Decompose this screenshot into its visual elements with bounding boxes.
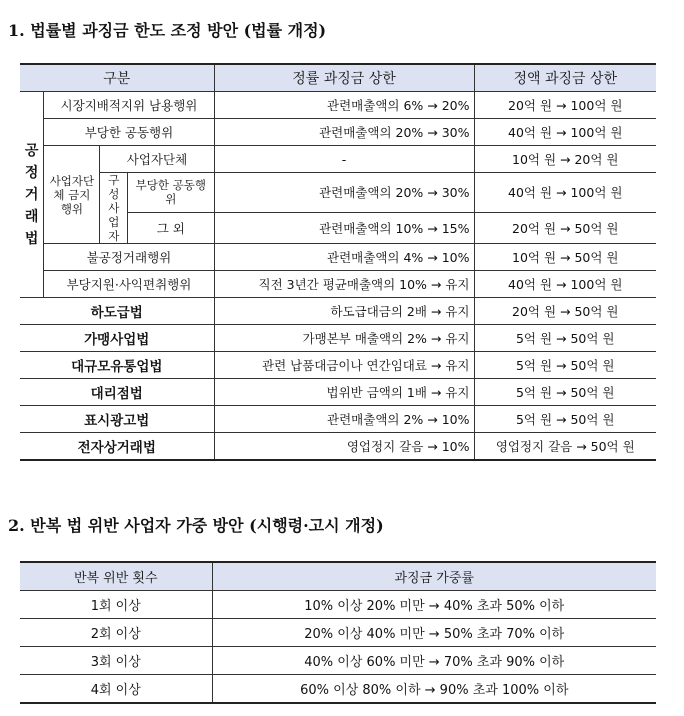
rate-cell: 하도급대금의 2배 → 유지 <box>214 298 474 325</box>
table-row <box>20 352 656 379</box>
group-label-text: 공 정 거 래 법 <box>24 142 39 247</box>
rate-cell: 관련매출액의 20% → 30% <box>214 173 474 213</box>
fixed-cell: 40억 원 → 100억 원 <box>474 173 656 213</box>
table-row <box>20 298 656 325</box>
table-row <box>20 119 656 146</box>
fixed-cell: 5억 원 → 50억 원 <box>474 379 656 406</box>
header-category: 구분 <box>20 64 214 92</box>
rate-cell: 20% 이상 40% 미만 → 50% 초과 70% 이하 <box>212 619 656 647</box>
count-cell: 4회 이상 <box>20 675 212 704</box>
penalty-limit-table <box>20 63 656 461</box>
count-cell: 1회 이상 <box>20 591 212 619</box>
rate-cell: 관련매출액의 2% → 10% <box>214 406 474 433</box>
rate-cell: 법위반 금액의 1배 → 유지 <box>214 379 474 406</box>
rate-cell: - <box>214 146 474 173</box>
rate-cell: 관련매출액의 10% → 15% <box>214 212 474 243</box>
table-row <box>20 271 656 298</box>
row-label: 부당지원·사익편취행위 <box>44 271 214 298</box>
fixed-cell: 10억 원 → 20억 원 <box>474 146 656 173</box>
fixed-cell: 40억 원 → 100억 원 <box>474 271 656 298</box>
table-header-row <box>20 64 656 92</box>
law-label: 가맹사업법 <box>20 325 214 352</box>
fixed-cell: 20억 원 → 100억 원 <box>474 92 656 119</box>
rate-cell: 영업정지 갈음 → 10% <box>214 433 474 461</box>
table-row <box>20 379 656 406</box>
rate-cell: 가맹본부 매출액의 2% → 유지 <box>214 325 474 352</box>
table-row <box>20 173 656 213</box>
table-row <box>20 92 656 119</box>
row-label: 불공정거래행위 <box>44 244 214 271</box>
fixed-cell: 5억 원 → 50억 원 <box>474 406 656 433</box>
count-cell: 3회 이상 <box>20 647 212 675</box>
fixed-cell: 10억 원 → 50억 원 <box>474 244 656 271</box>
rate-cell: 60% 이상 80% 이하 → 90% 초과 100% 이하 <box>212 675 656 704</box>
row-label: 시장지배적지위 남용행위 <box>44 92 214 119</box>
table-header-row <box>20 562 656 591</box>
fixed-cell: 20억 원 → 50억 원 <box>474 298 656 325</box>
header-surcharge-rate: 과징금 가중률 <box>212 562 656 591</box>
rate-cell: 10% 이상 20% 미만 → 40% 초과 50% 이하 <box>212 591 656 619</box>
rate-cell: 관련 납품대금이나 연간임대료 → 유지 <box>214 352 474 379</box>
fixed-cell: 20억 원 → 50억 원 <box>474 212 656 243</box>
header-rate-cap: 정률 과징금 상한 <box>214 64 474 92</box>
fixed-cell: 40억 원 → 100억 원 <box>474 119 656 146</box>
sub-row-label: 사업자단체 <box>100 146 214 173</box>
header-fixed-cap: 정액 과징금 상한 <box>474 64 656 92</box>
table-row <box>20 591 656 619</box>
rate-cell: 관련매출액의 6% → 20% <box>214 92 474 119</box>
sub-row-label: 구성사업자 <box>100 173 128 244</box>
law-label: 표시광고법 <box>20 406 214 433</box>
rate-cell: 관련매출액의 20% → 30% <box>214 119 474 146</box>
row-label: 부당한 공동행위 <box>44 119 214 146</box>
fixed-cell: 영업정지 갈음 → 50억 원 <box>474 433 656 461</box>
rate-cell: 관련매출액의 4% → 10% <box>214 244 474 271</box>
sub-sub-row-label: 부당한 공동행위 <box>128 173 214 213</box>
fixed-cell: 5억 원 → 50억 원 <box>474 352 656 379</box>
table-row <box>20 619 656 647</box>
law-label: 하도급법 <box>20 298 214 325</box>
table-row <box>20 647 656 675</box>
row-label: 사업자단체 금지행위 <box>44 146 100 244</box>
table-row <box>20 146 656 173</box>
section2-heading: 2. 반복 법 위반 사업자 가중 방안 (시행령·고시 개정) <box>8 516 384 535</box>
section1-heading: 1. 법률별 과징금 한도 조정 방안 (법률 개정) <box>8 21 327 40</box>
table-row <box>20 406 656 433</box>
table-row <box>20 244 656 271</box>
count-cell: 2회 이상 <box>20 619 212 647</box>
rate-cell: 40% 이상 60% 미만 → 70% 초과 90% 이하 <box>212 647 656 675</box>
repeat-violation-table <box>20 561 656 704</box>
law-label: 전자상거래법 <box>20 433 214 461</box>
fixed-cell: 5억 원 → 50억 원 <box>474 325 656 352</box>
rate-cell: 직전 3년간 평균매출액의 10% → 유지 <box>214 271 474 298</box>
table-row <box>20 675 656 704</box>
law-label: 대규모유통업법 <box>20 352 214 379</box>
table-row <box>20 433 656 461</box>
law-label: 대리점법 <box>20 379 214 406</box>
table-row <box>20 325 656 352</box>
header-repeat-count: 반복 위반 횟수 <box>20 562 212 591</box>
group-label-fair-trade-act <box>20 92 44 298</box>
sub-sub-row-label: 그 외 <box>128 212 214 243</box>
